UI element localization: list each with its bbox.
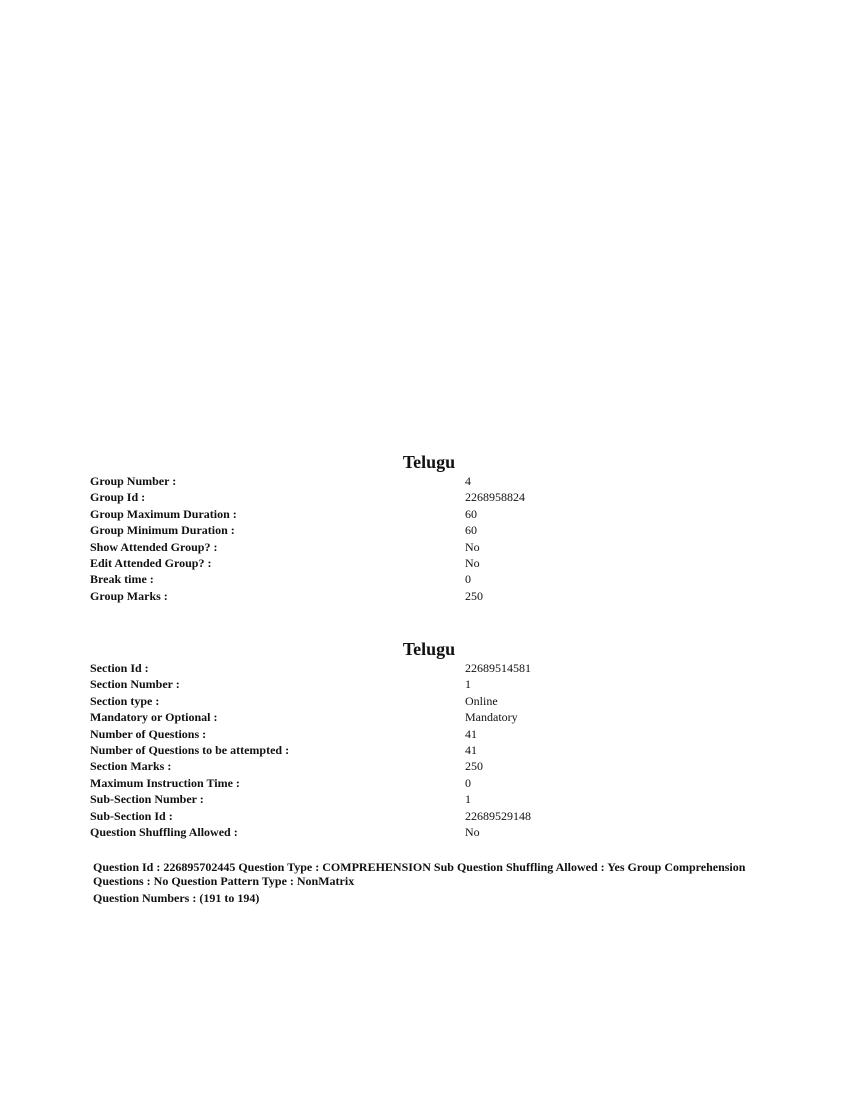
section-id-row xyxy=(90,660,790,676)
group-number-row xyxy=(90,473,790,489)
mandatory-optional-row xyxy=(90,709,790,725)
question-numbers-text: Question Numbers : (191 to 194) xyxy=(93,891,260,905)
questions-to-attempt-label: Number of Questions to be attempted : xyxy=(90,742,290,757)
section-number-label: Section Number : xyxy=(90,677,180,692)
edit-attended-group-row xyxy=(90,555,790,571)
questions-to-attempt-value: 41 xyxy=(465,742,477,757)
mandatory-optional-label: Mandatory or Optional : xyxy=(90,710,218,725)
questions-to-attempt-row xyxy=(90,742,790,758)
question-shuffling-value: No xyxy=(465,824,480,839)
group-id-label: Group Id : xyxy=(90,490,146,505)
break-time-value: 0 xyxy=(465,572,471,587)
number-of-questions-value: 41 xyxy=(465,726,477,741)
max-instruction-time-value: 0 xyxy=(465,775,471,790)
group-id-row xyxy=(90,489,790,505)
section-marks-value: 250 xyxy=(465,759,483,774)
edit-attended-group-label: Edit Attended Group? : xyxy=(90,555,212,570)
question-info-text: Question Id : 226895702445 Question Type : COMPREHENSION Sub Question Shuffling Allowed : Yes Group Comprehension Questions : No Question Pattern Type : NonMatrix xyxy=(93,860,746,888)
break-time-row xyxy=(90,571,790,587)
group-max-duration-value: 60 xyxy=(465,506,477,521)
group-marks-value: 250 xyxy=(465,588,483,603)
sub-section-id-row xyxy=(90,808,790,824)
group-max-duration-label: Group Maximum Duration : xyxy=(90,506,237,521)
group-marks-label: Group Marks : xyxy=(90,588,168,603)
sub-section-id-value: 22689529148 xyxy=(465,808,531,823)
group-title: Telugu xyxy=(402,452,456,472)
show-attended-group-value: No xyxy=(465,539,480,554)
section-id-value: 22689514581 xyxy=(465,661,531,675)
sub-section-number-value: 1 xyxy=(465,792,471,807)
group-details xyxy=(90,473,790,604)
section-marks-label: Section Marks : xyxy=(90,759,172,774)
sub-section-number-row xyxy=(90,791,790,807)
sub-section-id-label: Sub-Section Id : xyxy=(90,808,173,823)
number-of-questions-label: Number of Questions : xyxy=(90,726,207,741)
max-instruction-time-row xyxy=(90,775,790,791)
question-shuffling-row xyxy=(90,824,790,840)
number-of-questions-row xyxy=(90,726,790,742)
group-max-duration-row xyxy=(90,506,790,522)
mandatory-optional-value: Mandatory xyxy=(465,710,518,725)
section-title: Telugu xyxy=(402,639,456,659)
max-instruction-time-label: Maximum Instruction Time : xyxy=(90,775,240,790)
group-number-label: Group Number : xyxy=(90,474,177,488)
section-number-row xyxy=(90,676,790,692)
question-info-block xyxy=(93,860,773,905)
question-shuffling-label: Question Shuffling Allowed : xyxy=(90,824,238,839)
section-details xyxy=(90,660,790,840)
break-time-label: Break time : xyxy=(90,572,154,587)
sub-section-number-label: Sub-Section Number : xyxy=(90,792,204,807)
group-number-value: 4 xyxy=(465,474,471,488)
section-type-row xyxy=(90,693,790,709)
group-marks-row xyxy=(90,588,790,604)
group-min-duration-label: Group Minimum Duration : xyxy=(90,523,235,538)
group-id-value: 2268958824 xyxy=(465,490,525,505)
section-id-label: Section Id : xyxy=(90,661,149,675)
section-type-value: Online xyxy=(465,693,498,708)
edit-attended-group-value: No xyxy=(465,555,480,570)
section-type-label: Section type : xyxy=(90,693,160,708)
group-min-duration-row xyxy=(90,522,790,538)
show-attended-group-row xyxy=(90,539,790,555)
section-marks-row xyxy=(90,758,790,774)
group-min-duration-value: 60 xyxy=(465,523,477,538)
show-attended-group-label: Show Attended Group? : xyxy=(90,539,218,554)
section-number-value: 1 xyxy=(465,677,471,692)
